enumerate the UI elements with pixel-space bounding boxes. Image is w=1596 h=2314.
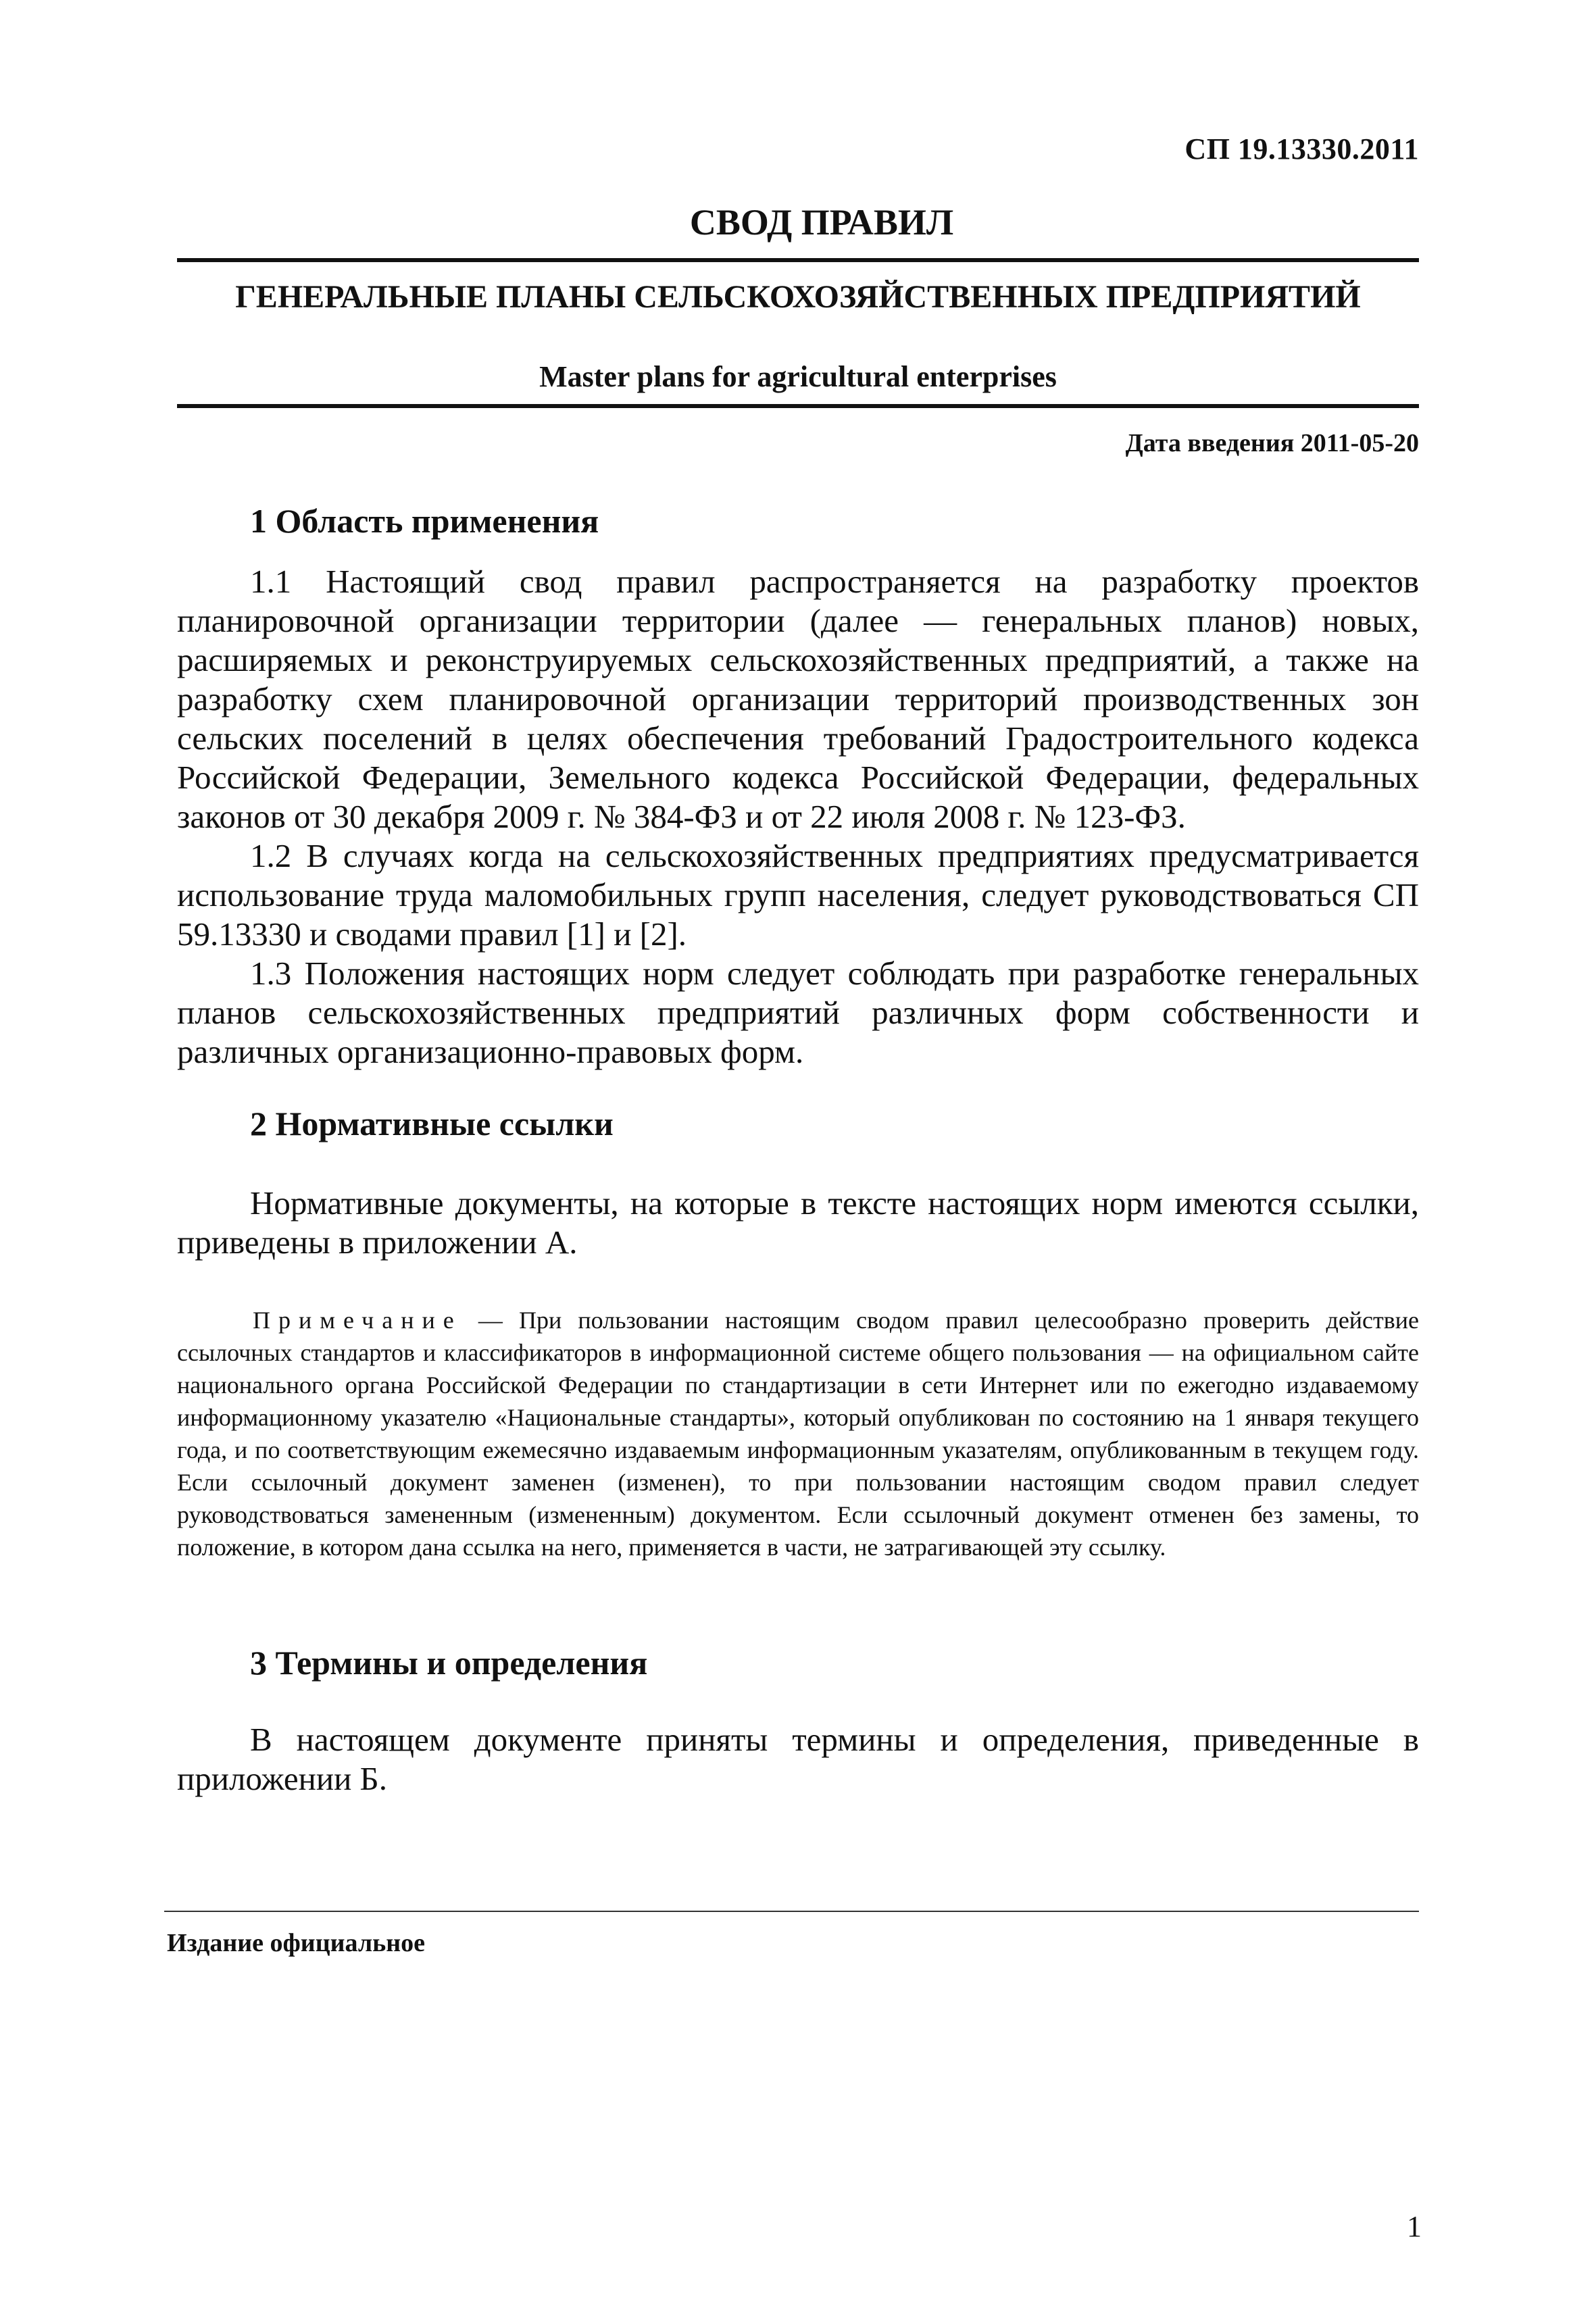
paragraph-1-2: 1.2 В случаях когда на сельскохозяйственных предприятиях предусматривается использование труда маломобильных групп населения, следует руководствоваться СП 59.13330 и сводами правил [1] и [2]. (177, 837, 1419, 953)
note-text: — При пользовании настоящим сводом правил целесообразно проверить действие ссылочных стандартов и классификаторов в информационной системе общего пользования — на официальном сайте национального органа Российской Федерации по стандартизации в сети Интернет или по ежегодно издаваемому информационному указателю «Национальные стандарты», который опубликован по состоянию на 1 января текущего года, и по соответствующим ежемесячно издаваемым информационным указателям, опубликованным в текущем году. Если ссылочный документ заменен (изменен), то при пользовании настоящим сводом правил следует руководствоваться замененным (измененным) документом. Если ссылочный документ отменен без замены, то положение, в котором дана ссылка на него, применяется в части, не затрагивающей эту ссылку. (177, 1307, 1420, 1561)
references-note (177, 1304, 1419, 1563)
introduction-date: Дата введения 2011-05-20 (1125, 429, 1419, 457)
official-edition-label: Издание официальное (167, 1929, 426, 1957)
section-heading-terms: 3 Термины и определения (250, 1644, 648, 1682)
section-heading-references: 2 Нормативные ссылки (250, 1105, 614, 1142)
footer-rule (164, 1911, 1419, 1912)
page-number: 1 (1407, 2210, 1422, 2243)
paragraph-1-3: 1.3 Положения настоящих норм следует соблюдать при разработке генеральных планов сельскохозяйственных предприятий различных форм собственности и различных организационно-правовых форм. (177, 955, 1419, 1070)
document-title: ГЕНЕРАЛЬНЫЕ ПЛАНЫ СЕЛЬСКОХОЗЯЙСТВЕННЫХ ПРЕДПРИЯТИЙ (235, 279, 1361, 315)
header-rule-bottom (177, 404, 1419, 408)
paragraph-1-1: 1.1 Настоящий свод правил распространяется на разработку проектов планировочной организации территории (далее — генеральных планов) новых, расширяемых и реконструируемых сельскохозяйственных предприятий, а также на разработку схем планировочной организации территорий производственных зон сельских поселений в целях обеспечения требований Градостроительного кодекса Российской Федерации, Земельного кодекса Российской Федерации, федеральных законов от 30 декабря 2009 г. № 384-ФЗ и от 22 июля 2008 г. № 123-ФЗ. (177, 563, 1419, 835)
section-scope-body (177, 562, 1419, 1072)
header-rule-top (177, 258, 1419, 262)
note-label: Примечание (253, 1307, 462, 1334)
paragraph-terms: В настоящем документе приняты термины и определения, приведенные в приложении Б. (177, 1721, 1419, 1797)
paragraph-references: Нормативные документы, на которые в тексте настоящих норм имеются ссылки, приведены в приложении А. (177, 1184, 1419, 1261)
section-references-body (177, 1184, 1419, 1262)
document-title-english: Master plans for agricultural enterprises (539, 360, 1057, 393)
section-terms-body (177, 1720, 1419, 1799)
document-type: СВОД ПРАВИЛ (689, 202, 954, 243)
section-heading-scope: 1 Область применения (250, 502, 599, 540)
document-code: СП 19.13330.2011 (1184, 132, 1419, 166)
